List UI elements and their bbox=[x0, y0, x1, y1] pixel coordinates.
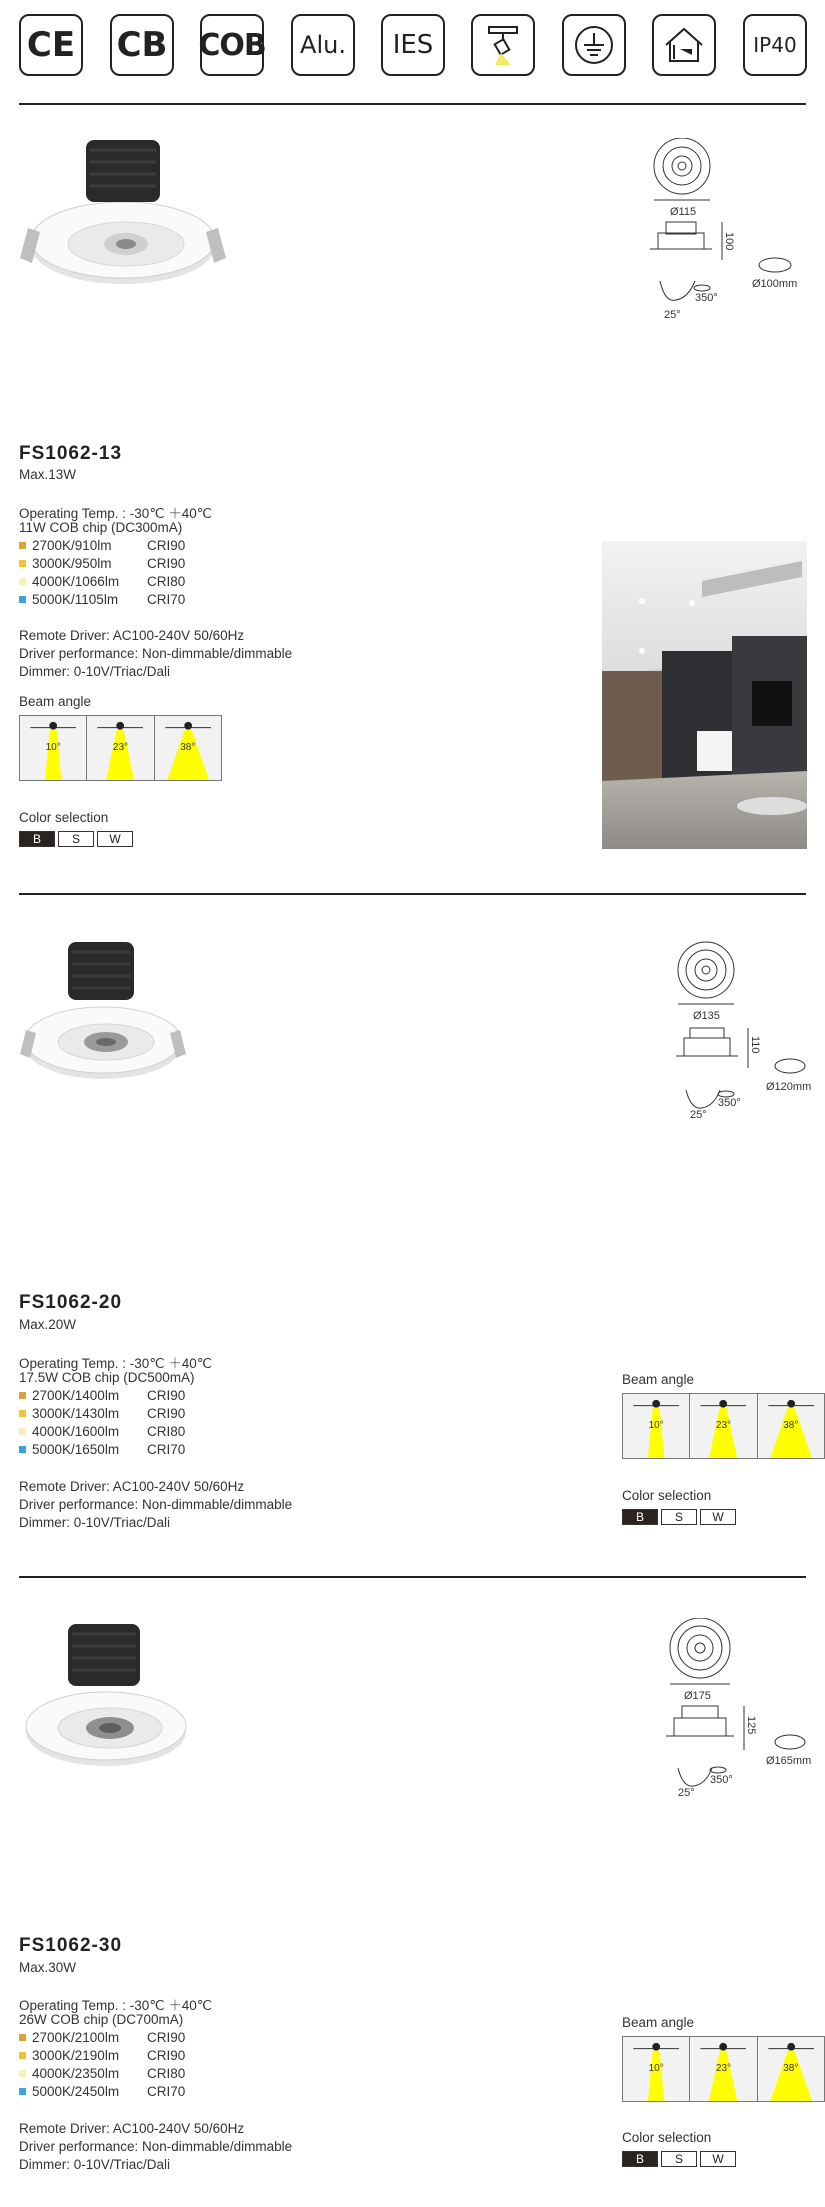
divider bbox=[19, 893, 806, 895]
color-option-white: W bbox=[700, 2151, 736, 2167]
beam-cell-23: 23° bbox=[690, 1394, 757, 1458]
diameter-label: Ø135 bbox=[693, 1010, 720, 1022]
rotate-label: 350° bbox=[695, 292, 718, 304]
ip40-icon: IP40 bbox=[743, 14, 807, 76]
tilt-label: 25° bbox=[690, 1109, 707, 1120]
divider bbox=[19, 103, 806, 105]
swatch-4000-icon bbox=[19, 578, 26, 585]
diameter-label: Ø175 bbox=[684, 1690, 711, 1702]
adjustable-icon bbox=[471, 14, 535, 76]
beam-angle-label: Beam angle bbox=[622, 1372, 695, 1387]
dimension-drawing bbox=[640, 138, 820, 328]
color-option-black: B bbox=[19, 831, 55, 847]
tilt-label: 25° bbox=[664, 309, 681, 321]
cutout-label: Ø165mm bbox=[766, 1755, 812, 1767]
color-option-white: W bbox=[97, 831, 133, 847]
model-title: FS1062-13 bbox=[19, 443, 123, 464]
interior-photo bbox=[602, 541, 807, 849]
diameter-label: Ø115 bbox=[670, 206, 697, 218]
beam-cell-10: 10° bbox=[623, 2037, 690, 2101]
swatch-2700-icon bbox=[19, 1392, 26, 1399]
spec-row: 3000K/950lm CRI90 bbox=[19, 556, 185, 571]
remote-driver: Remote Driver: AC100-240V 50/60Hz bbox=[19, 2121, 245, 2136]
rotate-label: 350° bbox=[718, 1097, 741, 1109]
cb-icon: CB bbox=[110, 14, 174, 76]
model-title: FS1062-30 bbox=[19, 1935, 123, 1956]
cutout-label: Ø100mm bbox=[752, 278, 798, 290]
beam-cell-38: 38° bbox=[155, 716, 221, 780]
beam-cell-23: 23° bbox=[87, 716, 154, 780]
cob-icon: COB bbox=[200, 14, 264, 76]
beam-cell-38: 38° bbox=[758, 2037, 824, 2101]
beam-angle-chart bbox=[622, 2036, 825, 2102]
swatch-5000-icon bbox=[19, 1446, 26, 1453]
beam-cell-10: 10° bbox=[20, 716, 87, 780]
max-power: Max.13W bbox=[19, 467, 77, 482]
max-power: Max.30W bbox=[19, 1960, 77, 1975]
tilt-label: 25° bbox=[678, 1787, 695, 1798]
color-selection-label: Color selection bbox=[622, 1488, 712, 1503]
beam-angle-label: Beam angle bbox=[622, 2015, 695, 2030]
color-selection bbox=[19, 831, 133, 847]
spec-row: 2700K/910lm CRI90 bbox=[19, 538, 185, 553]
spec-row: 4000K/1066lm CRI80 bbox=[19, 574, 185, 589]
alu-icon: Alu. bbox=[291, 14, 355, 76]
height-label: 110 bbox=[749, 1036, 761, 1054]
max-power: Max.20W bbox=[19, 1317, 77, 1332]
color-selection bbox=[622, 1509, 736, 1525]
color-option-black: B bbox=[622, 1509, 658, 1525]
driver-performance: Driver performance: Non-dimmable/dimmable bbox=[19, 1497, 293, 1512]
dimmer: Dimmer: 0-10V/Triac/Dali bbox=[19, 2157, 171, 2172]
spec-row: 3000K/1430lm CRI90 bbox=[19, 1406, 185, 1421]
color-selection-label: Color selection bbox=[19, 810, 109, 825]
swatch-4000-icon bbox=[19, 2070, 26, 2077]
remote-driver: Remote Driver: AC100-240V 50/60Hz bbox=[19, 1479, 245, 1494]
ce-icon: CE bbox=[19, 14, 83, 76]
beam-cell-38: 38° bbox=[758, 1394, 824, 1458]
height-label: 100 bbox=[723, 232, 735, 251]
spec-row: 4000K/2350lm CRI80 bbox=[19, 2066, 185, 2081]
swatch-5000-icon bbox=[19, 2088, 26, 2095]
ground-icon bbox=[562, 14, 626, 76]
operating-temp: Operating Temp. : -30℃ ＋40℃ bbox=[19, 506, 212, 521]
swatch-5000-icon bbox=[19, 596, 26, 603]
swatch-3000-icon bbox=[19, 2052, 26, 2059]
color-selection bbox=[622, 2151, 736, 2167]
ies-icon: IES bbox=[381, 14, 445, 76]
spec-row: 2700K/2100lm CRI90 bbox=[19, 2030, 185, 2045]
spec-row: 5000K/1105lm CRI70 bbox=[19, 592, 185, 607]
spec-row: 5000K/2450lm CRI70 bbox=[19, 2084, 185, 2099]
swatch-3000-icon bbox=[19, 1410, 26, 1417]
driver-performance: Driver performance: Non-dimmable/dimmable bbox=[19, 646, 293, 661]
remote-driver: Remote Driver: AC100-240V 50/60Hz bbox=[19, 628, 245, 643]
chip-spec: 26W COB chip (DC700mA) bbox=[19, 2012, 184, 2027]
product-image bbox=[18, 1620, 193, 1775]
product-image bbox=[18, 938, 188, 1088]
indoor-icon bbox=[652, 14, 716, 76]
swatch-3000-icon bbox=[19, 560, 26, 567]
beam-cell-10: 10° bbox=[623, 1394, 690, 1458]
cutout-label: Ø120mm bbox=[766, 1081, 812, 1093]
dimmer: Dimmer: 0-10V/Triac/Dali bbox=[19, 664, 171, 679]
beam-cell-23: 23° bbox=[690, 2037, 757, 2101]
operating-temp: Operating Temp. : -30℃ ＋40℃ bbox=[19, 1998, 212, 2013]
color-option-white: W bbox=[700, 1509, 736, 1525]
operating-temp: Operating Temp. : -30℃ ＋40℃ bbox=[19, 1356, 212, 1371]
height-label: 125 bbox=[745, 1716, 757, 1735]
color-selection-label: Color selection bbox=[622, 2130, 712, 2145]
swatch-2700-icon bbox=[19, 542, 26, 549]
beam-angle-label: Beam angle bbox=[19, 694, 92, 709]
dimension-drawing bbox=[660, 1618, 825, 1798]
model-title: FS1062-20 bbox=[19, 1292, 123, 1313]
driver-performance: Driver performance: Non-dimmable/dimmable bbox=[19, 2139, 293, 2154]
spec-row: 4000K/1600lm CRI80 bbox=[19, 1424, 185, 1439]
spec-row: 3000K/2190lm CRI90 bbox=[19, 2048, 185, 2063]
swatch-4000-icon bbox=[19, 1428, 26, 1435]
color-option-silver: S bbox=[661, 2151, 697, 2167]
dimmer: Dimmer: 0-10V/Triac/Dali bbox=[19, 1515, 171, 1530]
dimension-drawing bbox=[668, 940, 825, 1120]
beam-angle-chart bbox=[19, 715, 222, 781]
color-option-black: B bbox=[622, 2151, 658, 2167]
product-image bbox=[18, 128, 228, 288]
color-option-silver: S bbox=[661, 1509, 697, 1525]
chip-spec: 17.5W COB chip (DC500mA) bbox=[19, 1370, 195, 1385]
color-option-silver: S bbox=[58, 831, 94, 847]
spec-row: 2700K/1400lm CRI90 bbox=[19, 1388, 185, 1403]
divider bbox=[19, 1576, 806, 1578]
chip-spec: 11W COB chip (DC300mA) bbox=[19, 520, 183, 535]
swatch-2700-icon bbox=[19, 2034, 26, 2041]
rotate-label: 350° bbox=[710, 1774, 733, 1786]
spec-row: 5000K/1650lm CRI70 bbox=[19, 1442, 185, 1457]
beam-angle-chart bbox=[622, 1393, 825, 1459]
